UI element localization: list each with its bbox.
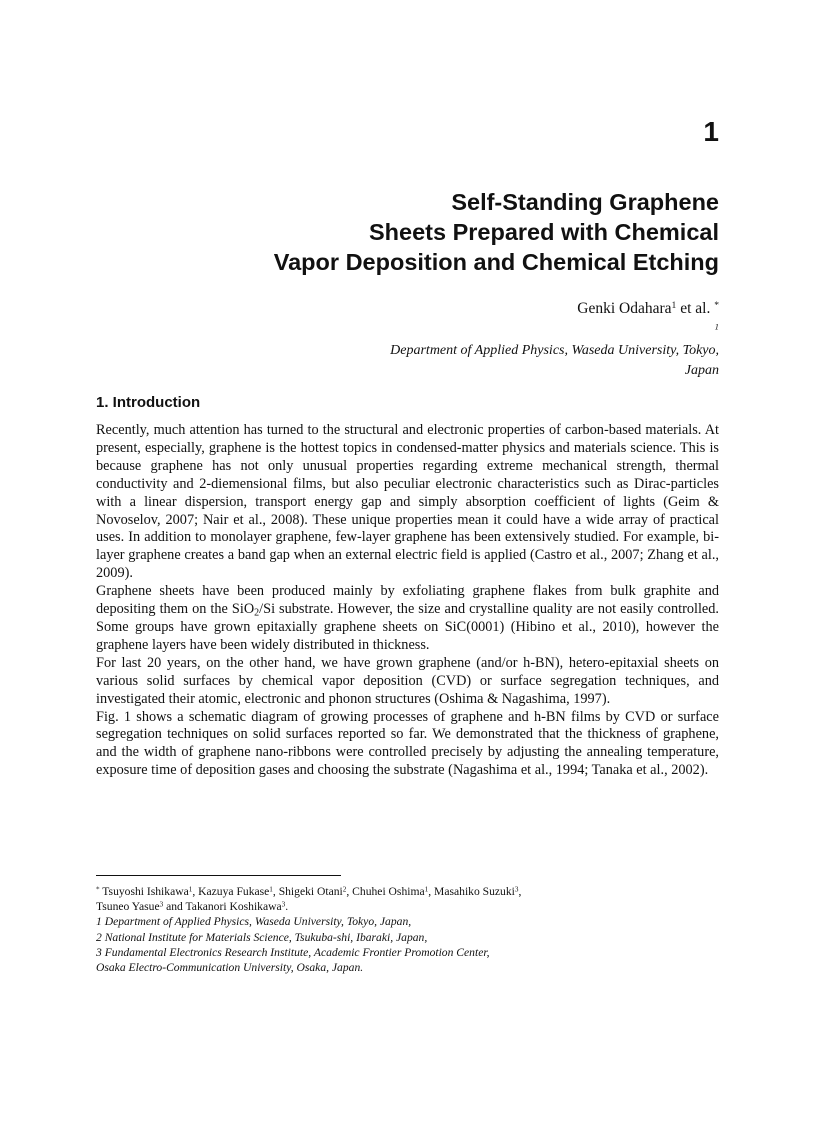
chapter-number: 1 bbox=[703, 116, 719, 147]
title-line-1: Self-Standing Graphene bbox=[451, 189, 719, 215]
chapter-title bbox=[96, 187, 719, 277]
paragraph-3: For last 20 years, on the other hand, we have grown graphene (and/or h-BN), hetero-epitaxial sheets on various solid surfaces by chemical vapor deposition (CVD) or surface segregation techniques, and investigated their atomic, electronic and phonon structures (Oshima & Nagashima, 1997). bbox=[96, 654, 719, 707]
footnote-author: , Chuhei Oshima bbox=[346, 885, 425, 898]
footnote-author: Tsuyoshi Ishikawa bbox=[99, 885, 189, 898]
footnote-punct: , bbox=[518, 885, 522, 898]
paragraph-2 bbox=[96, 583, 719, 655]
author-footnote-marker: * bbox=[714, 300, 719, 312]
footnote-marker: 1 bbox=[188, 885, 193, 894]
author-etal: et al. bbox=[680, 300, 711, 317]
footnote-affiliation-2: 2 National Institute for Materials Science, Tsukuba-shi, Ibaraki, Japan, bbox=[96, 930, 428, 944]
footnote-marker: 2 bbox=[342, 885, 347, 894]
introduction-body bbox=[96, 422, 719, 780]
footnote-marker: 1 bbox=[269, 885, 273, 894]
paragraph-1: Recently, much attention has turned to the structural and electronic properties of carbon-based materials. At present, especially, graphene is the hottest topics in condensed-matter physics and materials science. This is because graphene has not only unusual properties regarding extreme mechanical strength, thermal conductivity and 2-diemensional films, but also peculiar electronic characteristics such as Dirac-particles with a linear dispersion, transport energy gap and simply absorption coefficient of lights (Geim & Novoselov, 2007; Nair et al., 2008). These unique properties mean it could have a wide array of practical uses. In addition to monolayer graphene, few-layer graphene has been extensively studied. For example, bi-layer graphene creates a band gap when an external electric field is applied (Castro et al., 2007; Zhang et al., 2009). bbox=[96, 422, 719, 582]
paragraph-2-start: Graphene sheets have been produced mainly by exfoliating graphene flakes from bulk graphite and depositing them on the SiO bbox=[96, 583, 719, 618]
affiliation-line-2: Japan bbox=[684, 363, 719, 378]
footnote-affiliation-1: 1 Department of Applied Physics, Waseda University, Tokyo, Japan, bbox=[96, 915, 412, 929]
footnote-divider bbox=[96, 875, 341, 876]
affiliation-marker: 1 bbox=[714, 321, 719, 332]
footnote-affiliation-4: Osaka Electro-Communication University, Osaka, Japan. bbox=[96, 961, 364, 975]
footnote-marker: 3 bbox=[281, 900, 286, 909]
footnote-punct: . bbox=[285, 900, 289, 914]
footnote-authors-line-2 bbox=[96, 899, 719, 914]
footnote-marker: 3 bbox=[159, 900, 164, 909]
title-line-2: Sheets Prepared with Chemical bbox=[368, 219, 719, 245]
footnote-author: , Shigeki Otani bbox=[272, 885, 343, 898]
title-line-3: Vapor Deposition and Chemical Etching bbox=[273, 249, 719, 275]
paragraph-4: Fig. 1 shows a schematic diagram of growing processes of graphene and h-BN films by CVD or surface segregation techniques on solid surfaces reported so far. We demonstrated that the thickness of graphene, and the width of graphene nano-ribbons were controlled precisely by adjusting the annealing temperature, exposure time of deposition gases and choosing the substrate (Nagashima et al., 1994; Tanaka et al., 2002). bbox=[96, 708, 719, 779]
footnote-star: * bbox=[96, 885, 100, 894]
footnote-authors-line-1 bbox=[96, 884, 719, 899]
author-affil-marker: 1 bbox=[671, 300, 677, 312]
footnote-author: and Takanori Koshikawa bbox=[163, 900, 282, 914]
affiliation bbox=[96, 321, 719, 381]
footnote-marker: 1 bbox=[424, 885, 429, 894]
affiliation-text-1: Department of Applied Physics, Waseda University, Tokyo, bbox=[390, 343, 719, 358]
author-line bbox=[577, 297, 719, 321]
section-heading: 1. Introduction bbox=[96, 394, 201, 411]
author-name: Genki Odahara bbox=[577, 300, 672, 317]
footnote-author: , Masahiko Suzuki bbox=[428, 885, 515, 898]
subscript-2: 2 bbox=[254, 607, 260, 619]
affiliation-line-1 bbox=[96, 321, 719, 361]
footnote-author: , Kazuya Fukase bbox=[192, 885, 270, 898]
footnotes bbox=[96, 884, 719, 975]
footnote-marker: 3 bbox=[514, 885, 519, 894]
paragraph-2-end: /Si substrate. However, the size and crystalline quality are not easily controlled. Some groups have grown epitaxially graphene sheets on SiC(0001) (Hibino et al., 2010), however the graphene layers have been widely distributed in thickness. bbox=[96, 601, 719, 653]
footnote-author: Tsuneo Yasue bbox=[96, 900, 160, 914]
footnote-affiliation-3: 3 Fundamental Electronics Research Institute, Academic Frontier Promotion Center, bbox=[96, 945, 490, 959]
